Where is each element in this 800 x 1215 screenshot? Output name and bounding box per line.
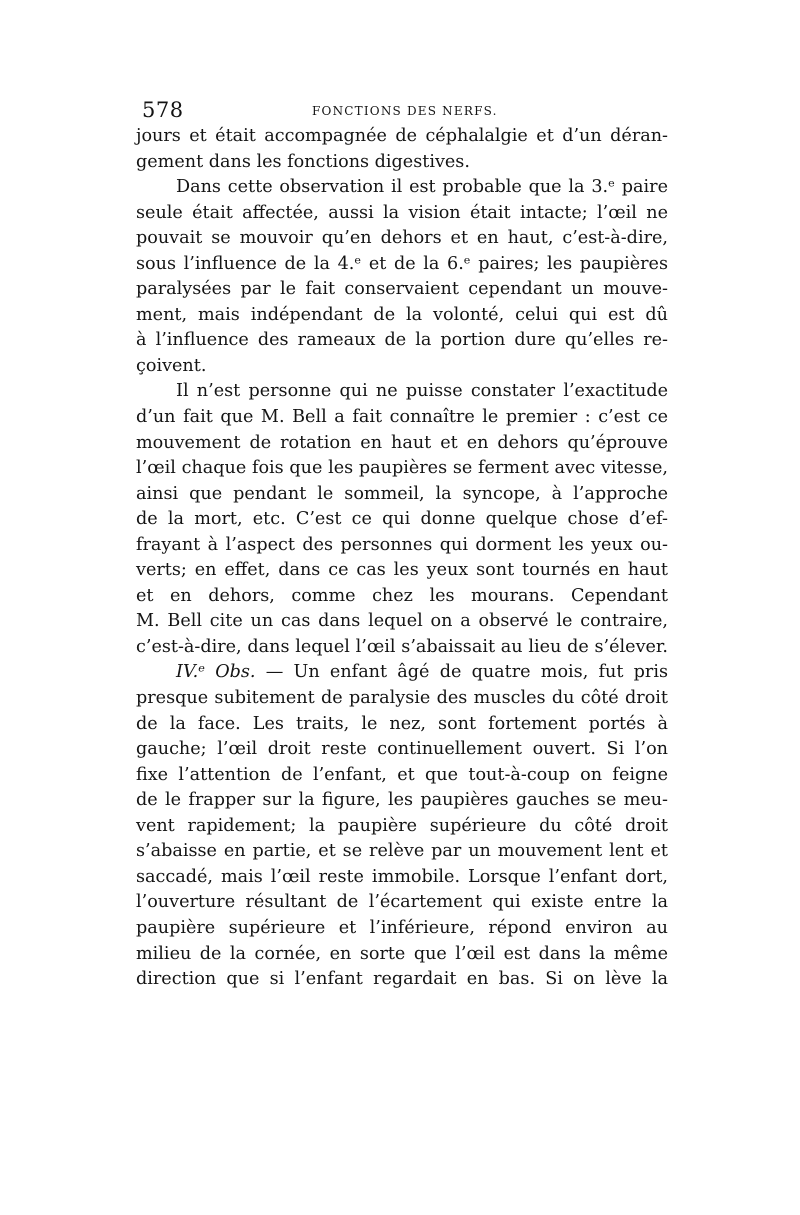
text-line: saccadé, mais l’œil reste immobile. Lorsque l’enfant dort, <box>136 866 668 887</box>
observation-label: IV.ᵉ Obs. <box>176 662 256 683</box>
text-line: sous l’influence de la 4.ᵉ et de la 6.ᵉ paires; les paupières <box>136 253 668 274</box>
text-line: de la mort, etc. C’est ce qui donne quelque chose d’ef- <box>136 509 668 530</box>
text-line: fixe l’attention de l’enfant, et que tout-à-coup on feigne <box>136 764 668 785</box>
text-line: à l’influence des rameaux de la portion dure qu’elles re- <box>136 330 668 351</box>
text-line: paupière supérieure et l’inférieure, répond environ au <box>136 917 668 938</box>
text-line: direction que si l’enfant regardait en bas. Si on lève la <box>136 969 668 990</box>
text-line: Dans cette observation il est probable que la 3.ᵉ paire <box>176 177 668 198</box>
text-line: gement dans les fonctions digestives. <box>136 151 470 172</box>
text-line: seule était affectée, aussi la vision était intacte; l’œil ne <box>136 202 668 223</box>
running-head <box>128 94 668 126</box>
text-line <box>136 660 668 686</box>
body-lines <box>136 124 668 660</box>
text-line: c’est-à-dire, dans lequel l’œil s’abaissait au lieu de s’élever. <box>136 636 668 657</box>
observation-lines <box>136 686 668 993</box>
observation-first-line: — Un enfant âgé de quatre mois, fut pris <box>255 662 668 683</box>
text-line: d’un fait que M. Bell a fait connaître le premier : c’est ce <box>136 407 668 428</box>
text-line: l’œil chaque fois que les paupières se ferment avec vitesse, <box>136 458 668 479</box>
text-line: Il n’est personne qui ne puisse constater l’exactitude <box>176 381 668 402</box>
book-page <box>128 94 668 993</box>
body-text <box>136 124 668 993</box>
text-line: de la face. Les traits, le nez, sont fortement portés à <box>136 713 668 734</box>
text-line: jours et était accompagnée de céphalalgie et d’un déran- <box>136 126 668 146</box>
text-line: ment, mais indépendant de la volonté, celui qui est dû <box>136 304 668 325</box>
text-line: pouvait se mouvoir qu’en dehors et en haut, c’est-à-dire, <box>136 228 668 249</box>
text-line: verts; en effet, dans ce cas les yeux sont tournés en haut <box>136 560 668 581</box>
text-line: vent rapidement; la paupière supérieure du côté droit <box>136 815 668 836</box>
text-line: çoivent. <box>136 355 207 376</box>
text-line: ainsi que pendant le sommeil, la syncope, à l’approche <box>136 483 668 504</box>
text-line: s’abaisse en partie, et se relève par un mouvement lent et <box>136 841 668 862</box>
text-line: mouvement de rotation en haut et en dehors qu’éprouve <box>136 432 668 453</box>
text-line: presque subitement de paralysie des muscles du côté droit <box>136 688 668 709</box>
text-line: paralysées par le fait conservaient cependant un mouve- <box>136 279 668 300</box>
text-line: frayant à l’aspect des personnes qui dorment les yeux ou- <box>136 534 668 555</box>
text-line: M. Bell cite un cas dans lequel on a observé le contraire, <box>136 611 668 632</box>
text-line: de le frapper sur la figure, les paupières gauches se meu- <box>136 790 668 811</box>
page-number: 578 <box>142 98 184 122</box>
text-line: gauche; l’œil droit reste continuellement ouvert. Si l’on <box>136 739 668 760</box>
text-line: et en dehors, comme chez les mourans. Cependant <box>136 585 668 606</box>
text-line: l’ouverture résultant de l’écartement qui existe entre la <box>136 892 668 913</box>
running-title: FONCTIONS DES NERFS. <box>312 104 498 118</box>
text-line: milieu de la cornée, en sorte que l’œil est dans la même <box>136 943 668 964</box>
observation-paragraph <box>136 660 668 992</box>
